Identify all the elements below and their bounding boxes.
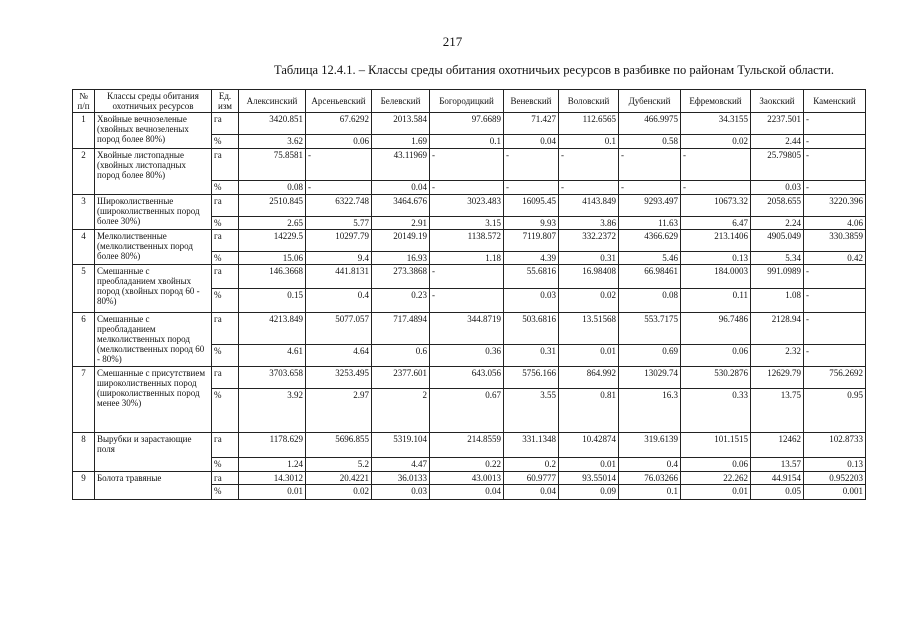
value-cell: 0.31 — [559, 252, 619, 265]
unit-cell: га — [212, 265, 239, 289]
value-cell: 3023.483 — [430, 195, 504, 217]
value-cell: 991.0989 — [751, 265, 804, 289]
value-cell: 3.86 — [559, 217, 619, 230]
value-cell: - — [804, 265, 866, 289]
value-cell: 2013.584 — [372, 113, 430, 135]
row-number: 2 — [73, 149, 95, 195]
value-cell: 2.91 — [372, 217, 430, 230]
value-cell: 0.01 — [681, 485, 751, 500]
value-cell: 16.93 — [372, 252, 430, 265]
value-cell: 0.952203 — [804, 472, 866, 485]
unit-cell: га — [212, 149, 239, 181]
value-cell: 503.6816 — [504, 313, 559, 345]
habitat-class: Вырубки и зарастающие поля — [95, 433, 212, 472]
value-cell: 2510.845 — [239, 195, 306, 217]
value-cell: 146.3668 — [239, 265, 306, 289]
value-cell: 20.4221 — [306, 472, 372, 485]
value-cell: 553.7175 — [619, 313, 681, 345]
row-number: 8 — [73, 433, 95, 472]
value-cell: 0.04 — [430, 485, 504, 500]
value-cell: 2237.501 — [751, 113, 804, 135]
value-cell: 12462 — [751, 433, 804, 458]
value-cell: 5.2 — [306, 458, 372, 472]
value-cell: 213.1406 — [681, 230, 751, 252]
value-cell: - — [804, 313, 866, 345]
value-cell: 864.992 — [559, 367, 619, 389]
value-cell: 273.3868 — [372, 265, 430, 289]
table-row — [73, 313, 866, 345]
value-cell: 9.4 — [306, 252, 372, 265]
value-cell: 60.9777 — [504, 472, 559, 485]
value-cell: 7119.807 — [504, 230, 559, 252]
habitat-class: Хвойные листопадные (хвойных листопадных пород более 80%) — [95, 149, 212, 195]
value-cell: - — [804, 289, 866, 313]
value-cell: 3.55 — [504, 389, 559, 433]
value-cell: 36.0133 — [372, 472, 430, 485]
value-cell: 13.75 — [751, 389, 804, 433]
unit-cell: га — [212, 313, 239, 345]
value-cell: 0.04 — [372, 181, 430, 195]
header-district-5: Веневский — [504, 90, 559, 113]
value-cell: 75.8581 — [239, 149, 306, 181]
table-row — [73, 433, 866, 458]
value-cell: 0.09 — [559, 485, 619, 500]
header-district-3: Белевский — [372, 90, 430, 113]
value-cell: 5.34 — [751, 252, 804, 265]
value-cell: 643.056 — [430, 367, 504, 389]
value-cell: 0.36 — [430, 345, 504, 367]
unit-cell: га — [212, 472, 239, 485]
value-cell: 4143.849 — [559, 195, 619, 217]
header-district-10: Каменский — [804, 90, 866, 113]
value-cell: 5.46 — [619, 252, 681, 265]
value-cell: 0.03 — [372, 485, 430, 500]
habitat-class: Широколиственные (широколиственных пород более 30%) — [95, 195, 212, 230]
value-cell: 1178.629 — [239, 433, 306, 458]
value-cell: - — [559, 181, 619, 195]
header-district-7: Дубенский — [619, 90, 681, 113]
value-cell: - — [619, 181, 681, 195]
unit-cell: га — [212, 367, 239, 389]
value-cell: 4905.049 — [751, 230, 804, 252]
value-cell: 3.15 — [430, 217, 504, 230]
value-cell: 0.01 — [559, 345, 619, 367]
value-cell: 1.18 — [430, 252, 504, 265]
value-cell: 34.3155 — [681, 113, 751, 135]
value-cell: 96.7486 — [681, 313, 751, 345]
value-cell: 101.1515 — [681, 433, 751, 458]
habitat-class: Болота травяные — [95, 472, 212, 500]
value-cell: 93.55014 — [559, 472, 619, 485]
value-cell: 0.02 — [306, 485, 372, 500]
value-cell: 0.42 — [804, 252, 866, 265]
value-cell: 67.6292 — [306, 113, 372, 135]
unit-cell: % — [212, 181, 239, 195]
value-cell: - — [559, 149, 619, 181]
value-cell: 2.32 — [751, 345, 804, 367]
header-district-1: Алексинский — [239, 90, 306, 113]
value-cell: 0.13 — [681, 252, 751, 265]
value-cell: 0.08 — [619, 289, 681, 313]
value-cell: - — [804, 345, 866, 367]
value-cell: 5696.855 — [306, 433, 372, 458]
value-cell: 4366.629 — [619, 230, 681, 252]
value-cell: 2377.601 — [372, 367, 430, 389]
value-cell: - — [681, 149, 751, 181]
unit-cell: га — [212, 195, 239, 217]
value-cell: 466.9975 — [619, 113, 681, 135]
value-cell: 0.02 — [559, 289, 619, 313]
value-cell: 13.51568 — [559, 313, 619, 345]
value-cell: 0.23 — [372, 289, 430, 313]
value-cell: 1.24 — [239, 458, 306, 472]
value-cell: 9.93 — [504, 217, 559, 230]
value-cell: 0.04 — [504, 485, 559, 500]
value-cell: 0.1 — [559, 135, 619, 149]
value-cell: 331.1348 — [504, 433, 559, 458]
row-number: 6 — [73, 313, 95, 367]
value-cell: 330.3859 — [804, 230, 866, 252]
value-cell: 44.9154 — [751, 472, 804, 485]
unit-cell: га — [212, 433, 239, 458]
row-number: 9 — [73, 472, 95, 500]
table-row — [73, 195, 866, 217]
value-cell: 0.1 — [619, 485, 681, 500]
habitat-class: Смешанные с присутствием широколиственных пород (широколиственных пород менее 30%) — [95, 367, 212, 433]
value-cell: - — [504, 149, 559, 181]
value-cell: 0.2 — [504, 458, 559, 472]
value-cell: 3.62 — [239, 135, 306, 149]
value-cell: 0.02 — [681, 135, 751, 149]
value-cell: 4.61 — [239, 345, 306, 367]
value-cell: 20149.19 — [372, 230, 430, 252]
unit-cell: га — [212, 230, 239, 252]
value-cell: - — [430, 289, 504, 313]
header-no: № п/п — [73, 90, 95, 113]
table-row — [73, 149, 866, 181]
unit-cell: % — [212, 217, 239, 230]
value-cell: 2 — [372, 389, 430, 433]
header-district-6: Воловский — [559, 90, 619, 113]
habitat-class: Смешанные с преобладанием мелколиственных пород (мелколиственных пород 60 - 80%) — [95, 313, 212, 367]
header-district-9: Заокский — [751, 90, 804, 113]
value-cell: 5.77 — [306, 217, 372, 230]
value-cell: 66.98461 — [619, 265, 681, 289]
value-cell: 13.57 — [751, 458, 804, 472]
value-cell: 4.06 — [804, 217, 866, 230]
value-cell: 0.69 — [619, 345, 681, 367]
value-cell: 3464.676 — [372, 195, 430, 217]
value-cell: 3703.658 — [239, 367, 306, 389]
value-cell: 13029.74 — [619, 367, 681, 389]
value-cell: 2.65 — [239, 217, 306, 230]
unit-cell: % — [212, 252, 239, 265]
value-cell: - — [804, 135, 866, 149]
value-cell: 332.2372 — [559, 230, 619, 252]
value-cell: 55.6816 — [504, 265, 559, 289]
value-cell: 16.3 — [619, 389, 681, 433]
unit-cell: % — [212, 458, 239, 472]
value-cell: 10297.79 — [306, 230, 372, 252]
value-cell: - — [430, 149, 504, 181]
value-cell: 2.44 — [751, 135, 804, 149]
value-cell: 4213.849 — [239, 313, 306, 345]
header-unit: Ед. изм — [212, 90, 239, 113]
value-cell: 3.92 — [239, 389, 306, 433]
value-cell: 43.11969 — [372, 149, 430, 181]
value-cell: 2.97 — [306, 389, 372, 433]
row-number: 1 — [73, 113, 95, 149]
value-cell: - — [504, 181, 559, 195]
value-cell: 441.8131 — [306, 265, 372, 289]
table-row — [73, 230, 866, 252]
value-cell: - — [430, 181, 504, 195]
value-cell: 0.6 — [372, 345, 430, 367]
value-cell: 112.6565 — [559, 113, 619, 135]
value-cell: 0.06 — [681, 345, 751, 367]
value-cell: 2.24 — [751, 217, 804, 230]
value-cell: 184.0003 — [681, 265, 751, 289]
value-cell: 0.13 — [804, 458, 866, 472]
value-cell: 0.33 — [681, 389, 751, 433]
value-cell: 0.81 — [559, 389, 619, 433]
value-cell: 319.6139 — [619, 433, 681, 458]
header-district-2: Арсеньевский — [306, 90, 372, 113]
value-cell: 3253.495 — [306, 367, 372, 389]
value-cell: 43.0013 — [430, 472, 504, 485]
value-cell: 0.4 — [306, 289, 372, 313]
value-cell: 10.42874 — [559, 433, 619, 458]
row-number: 4 — [73, 230, 95, 265]
value-cell: 102.8733 — [804, 433, 866, 458]
value-cell: - — [430, 265, 504, 289]
value-cell: 9293.497 — [619, 195, 681, 217]
value-cell: 214.8559 — [430, 433, 504, 458]
page-number: 217 — [442, 34, 463, 49]
value-cell: 2128.94 — [751, 313, 804, 345]
value-cell: 0.01 — [559, 458, 619, 472]
value-cell: 344.8719 — [430, 313, 504, 345]
unit-cell: га — [212, 113, 239, 135]
value-cell: 0.15 — [239, 289, 306, 313]
row-number: 5 — [73, 265, 95, 313]
value-cell: 3420.851 — [239, 113, 306, 135]
value-cell: - — [804, 149, 866, 181]
header-district-4: Богородицкий — [430, 90, 504, 113]
value-cell: 0.03 — [751, 181, 804, 195]
value-cell: 97.6689 — [430, 113, 504, 135]
value-cell: 0.06 — [306, 135, 372, 149]
value-cell: 0.06 — [681, 458, 751, 472]
value-cell: 76.03266 — [619, 472, 681, 485]
value-cell: 0.4 — [619, 458, 681, 472]
value-cell: - — [306, 149, 372, 181]
value-cell: 12629.79 — [751, 367, 804, 389]
value-cell: 1.08 — [751, 289, 804, 313]
value-cell: 14.3012 — [239, 472, 306, 485]
value-cell: 0.67 — [430, 389, 504, 433]
unit-cell: % — [212, 485, 239, 500]
header-class: Классы среды обитания охотничьих ресурсов — [95, 90, 212, 113]
row-number: 7 — [73, 367, 95, 433]
value-cell: 14229.5 — [239, 230, 306, 252]
value-cell: 5077.057 — [306, 313, 372, 345]
value-cell: 6.47 — [681, 217, 751, 230]
unit-cell: % — [212, 389, 239, 433]
habitat-class: Смешанные с преобладанием хвойных пород (хвойных пород 60 - 80%) — [95, 265, 212, 313]
value-cell: - — [306, 181, 372, 195]
value-cell: 1.69 — [372, 135, 430, 149]
value-cell: 10673.32 — [681, 195, 751, 217]
value-cell: 25.79805 — [751, 149, 804, 181]
table-caption: Таблица 12.4.1. – Классы среды обитания охотничьих ресурсов в разбивке по районам Тульской области. — [274, 63, 834, 77]
value-cell: 5319.104 — [372, 433, 430, 458]
value-cell: 16095.45 — [504, 195, 559, 217]
habitat-class: Мелколиственные (мелколиственных пород более 80%) — [95, 230, 212, 265]
habitat-classes-table — [72, 89, 866, 500]
table-row — [73, 472, 866, 485]
habitat-class: Хвойные вечнозеленые (хвойных вечнозеленых пород более 80%) — [95, 113, 212, 149]
header-row — [73, 90, 866, 113]
value-cell: 0.001 — [804, 485, 866, 500]
table-row — [73, 113, 866, 135]
value-cell: 2058.655 — [751, 195, 804, 217]
value-cell: 0.31 — [504, 345, 559, 367]
value-cell: - — [619, 149, 681, 181]
value-cell: 717.4894 — [372, 313, 430, 345]
value-cell: 0.08 — [239, 181, 306, 195]
unit-cell: % — [212, 135, 239, 149]
value-cell: 0.95 — [804, 389, 866, 433]
value-cell: 71.427 — [504, 113, 559, 135]
header-district-8: Ефремовский — [681, 90, 751, 113]
value-cell: - — [804, 181, 866, 195]
value-cell: 1138.572 — [430, 230, 504, 252]
value-cell: 0.11 — [681, 289, 751, 313]
value-cell: 4.64 — [306, 345, 372, 367]
table-row — [73, 367, 866, 389]
row-number: 3 — [73, 195, 95, 230]
value-cell: 530.2876 — [681, 367, 751, 389]
value-cell: 0.58 — [619, 135, 681, 149]
value-cell: 0.04 — [504, 135, 559, 149]
unit-cell: % — [212, 345, 239, 367]
value-cell: 756.2692 — [804, 367, 866, 389]
value-cell: 4.47 — [372, 458, 430, 472]
value-cell: 6322.748 — [306, 195, 372, 217]
value-cell: 16.98408 — [559, 265, 619, 289]
value-cell: 5756.166 — [504, 367, 559, 389]
value-cell: 22.262 — [681, 472, 751, 485]
value-cell: - — [681, 181, 751, 195]
value-cell: 4.39 — [504, 252, 559, 265]
unit-cell: % — [212, 289, 239, 313]
value-cell: 0.1 — [430, 135, 504, 149]
value-cell: 0.22 — [430, 458, 504, 472]
value-cell: 15.06 — [239, 252, 306, 265]
value-cell: 0.01 — [239, 485, 306, 500]
value-cell: 3220.396 — [804, 195, 866, 217]
value-cell: - — [804, 113, 866, 135]
value-cell: 11.63 — [619, 217, 681, 230]
table-row — [73, 265, 866, 289]
value-cell: 0.03 — [504, 289, 559, 313]
value-cell: 0.05 — [751, 485, 804, 500]
